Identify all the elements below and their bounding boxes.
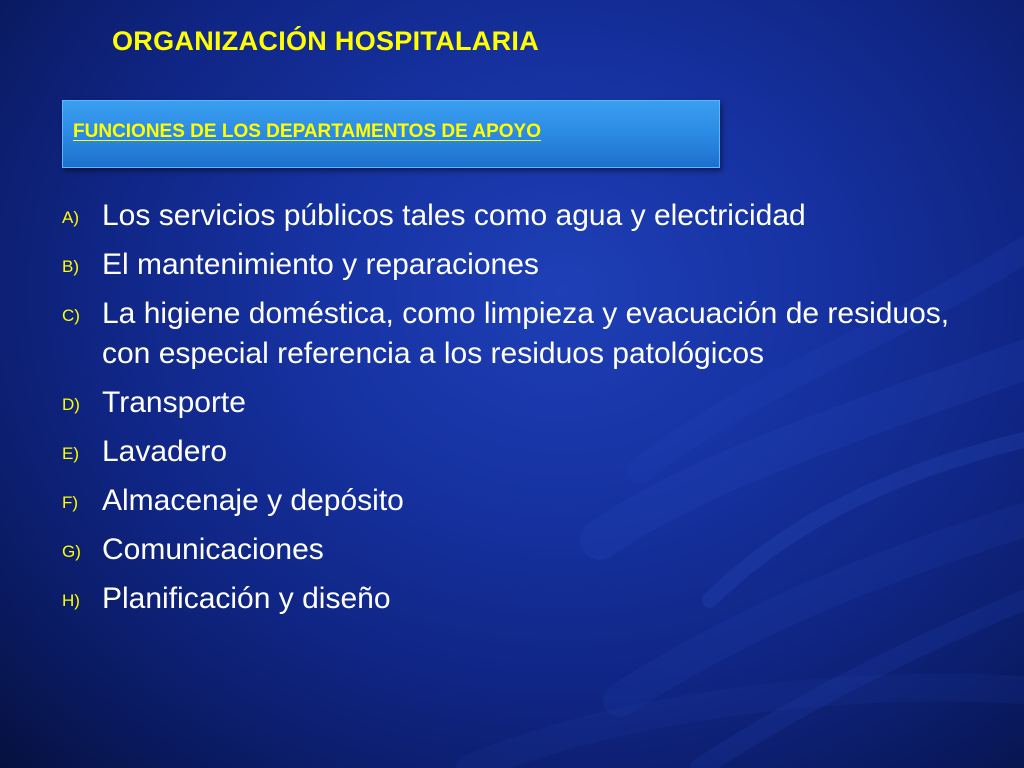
list-item <box>62 579 962 619</box>
list-marker: E) <box>62 444 79 463</box>
list-item <box>62 481 962 521</box>
list-item-text: Lavadero <box>102 435 228 468</box>
list-item <box>62 196 962 236</box>
list-marker: D) <box>62 395 80 414</box>
list-item-text: Los servicios públicos tales como agua y electricidad <box>102 199 806 232</box>
subtitle-box <box>62 100 720 168</box>
slide-subtitle: FUNCIONES DE LOS DEPARTAMENTOS DE APOYO <box>73 121 542 142</box>
list-marker: F) <box>62 493 79 512</box>
list-marker: H) <box>62 591 80 610</box>
functions-list <box>62 196 962 628</box>
list-marker: A) <box>62 208 79 227</box>
list-item <box>62 530 962 570</box>
list-item-text: La higiene doméstica, como limpieza y evacuación de residuos, con especial referencia a los residuos patológicos <box>102 297 950 370</box>
list-item <box>62 294 962 374</box>
list-item <box>62 432 962 472</box>
list-item <box>62 245 962 285</box>
slide-title: ORGANIZACIÓN HOSPITALARIA <box>112 26 539 56</box>
list-item <box>62 383 962 423</box>
list-item-text: Transporte <box>102 386 246 419</box>
list-item-text: Comunicaciones <box>102 533 324 566</box>
list-item-text: Almacenaje y depósito <box>102 484 404 517</box>
list-item-text: Planificación y diseño <box>102 582 391 615</box>
list-marker: G) <box>62 542 81 561</box>
list-marker: B) <box>62 257 79 276</box>
list-marker: C) <box>62 306 80 325</box>
list-item-text: El mantenimiento y reparaciones <box>102 248 539 281</box>
